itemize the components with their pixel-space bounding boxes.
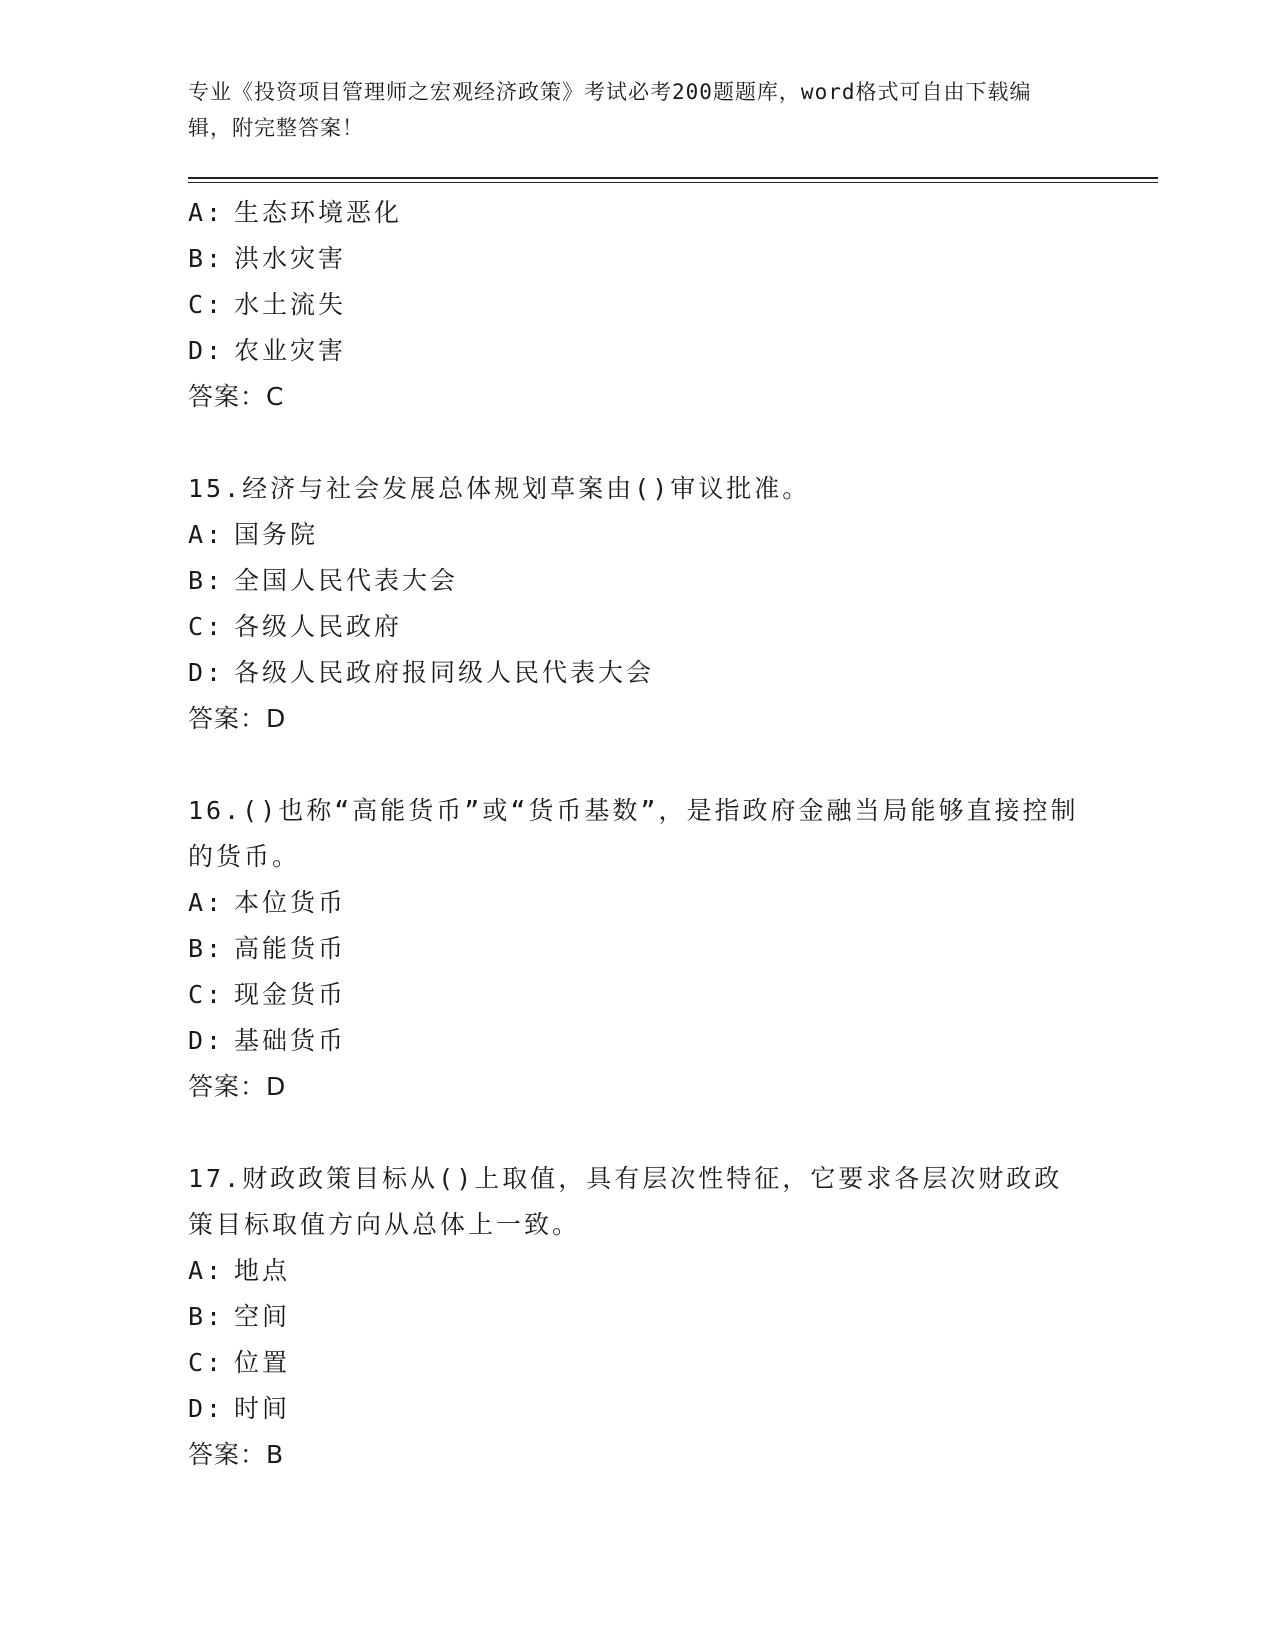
- question-text: 16.()也称“高能货币”或“货币基数”，是指政府金融当局能够直接控制的货币。: [188, 796, 1079, 871]
- option-a: A: 国务院: [188, 520, 319, 549]
- option-c: C: 位置: [188, 1348, 291, 1377]
- option-d: D: 各级人民政府报同级人民代表大会: [188, 658, 655, 687]
- option-b: B: 全国人民代表大会: [188, 566, 459, 595]
- question-list: [188, 190, 1088, 1478]
- answer-line: 答案：D: [188, 1072, 287, 1101]
- answer-line: 答案：D: [188, 704, 287, 733]
- option-b: B: 洪水灾害: [188, 244, 347, 273]
- answer-line: 答案：B: [188, 1440, 285, 1469]
- option-a: A: 生态环境恶化: [188, 198, 403, 227]
- question-15: [188, 466, 1088, 742]
- question-text: 15.经济与社会发展总体规划草案由()审议批准。: [188, 474, 811, 503]
- question-17: [188, 1156, 1088, 1478]
- option-d: D: 农业灾害: [188, 336, 347, 365]
- option-b: B: 高能货币: [188, 934, 347, 963]
- document-intro: 专业《投资项目管理师之宏观经济政策》考试必考200题题库，word格式可自由下载编辑，附完整答案！: [188, 80, 1032, 140]
- question-16: [188, 788, 1088, 1110]
- option-b: B: 空间: [188, 1302, 291, 1331]
- option-a: A: 地点: [188, 1256, 291, 1285]
- answer-line: 答案：C: [188, 382, 285, 411]
- header-rule-thick: [188, 177, 1158, 179]
- option-d: D: 基础货币: [188, 1026, 347, 1055]
- option-c: C: 水土流失: [188, 290, 347, 319]
- question-text: 17.财政政策目标从()上取值，具有层次性特征，它要求各层次财政政策目标取值方向从总体上一致。: [188, 1164, 1063, 1239]
- option-d: D: 时间: [188, 1394, 291, 1423]
- option-c: C: 现金货币: [188, 980, 347, 1009]
- question-14-continued: [188, 190, 1088, 420]
- option-c: C: 各级人民政府: [188, 612, 403, 641]
- option-a: A: 本位货币: [188, 888, 347, 917]
- header-rule-thin: [188, 182, 1158, 183]
